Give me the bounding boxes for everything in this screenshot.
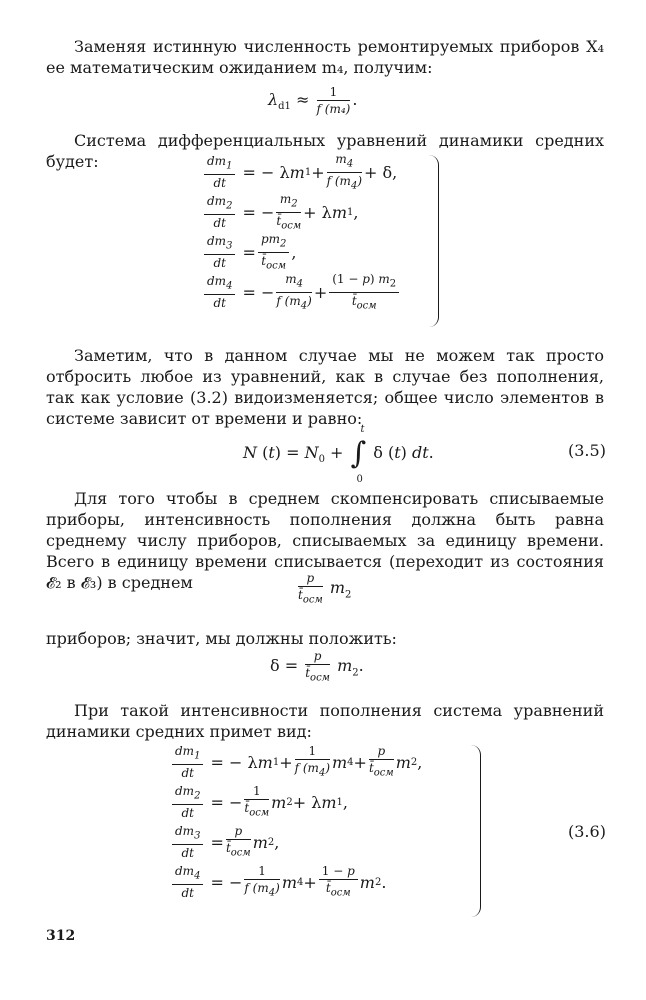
paragraph-1-text: Заменяя истинную численность ремонтируемых приборов X₄ ее математическим ожиданием m₄, получим:	[46, 37, 604, 77]
equation-lambda: $\lambda_{d1}$ ≈ $\frac{1}{\text{f (m₄)}}$ .	[268, 85, 358, 116]
paragraph-3-text: Заметим, что в данном случае мы не можем так просто отбросить любое из уравнений, как в случае без пополнения, так как условие (3.2) видоизменяется; общее число элементов в системе зависит от времени и равно:	[46, 346, 604, 428]
system-1-brace	[428, 155, 439, 327]
paragraph-6	[46, 700, 604, 742]
equation-3-6-number: (3.6)	[568, 822, 606, 841]
eq-lambda-fraction	[317, 86, 351, 115]
paragraph-2-text: Система дифференциальных уравнений динамики средних будет:	[46, 131, 604, 171]
eq-lambda-rel: ≈	[296, 90, 310, 109]
paragraph-1	[46, 36, 604, 78]
equation-3-5: N $(t) = N_0$ + ∫ t 0 δ (t) dt.	[243, 424, 434, 485]
system-2: $\frac{dm_1}{dt}$ = − λ m 1 + $\frac{1}{f (m_4)}$ m 4 + $\frac{p}{t̄_{осм}}$ m 2 , $\frac{dm_2}{dt}$ = − $\frac{1}{t̄_{осм}}$ m 2 + λ m 1 , $\frac{dm_3}{dt}$ = $\frac{p}{t̄_{осм}}$ m 2 , $\frac{dm_4}{dt}$ = − $\frac{1}{f (m_4)}$ m 4 + $\frac{1 - p}{t̄_{осм}}$ m 2 .	[170, 742, 422, 902]
paragraph-5	[46, 628, 604, 649]
eq-lambda-lhs: λ	[268, 90, 279, 109]
paragraph-5-text: приборов; значит, мы должны положить:	[46, 629, 397, 648]
equation-delta: δ = $\frac{p}{t̄_{осм}}$ $m_2$.	[270, 649, 364, 684]
eq-lambda-num: 1	[317, 86, 351, 101]
eq-lambda-den: f (m₄)	[316, 102, 351, 116]
paragraph-4-text: Для того чтобы в среднем скомпенсировать списываемые приборы, интенсивность пополнения должна быть равна среднему числу приборов, списываемых за единицу времени. Всего в единицу времени списывается (переходит из состояния 𝓔₂ в 𝓔₃) в среднем	[46, 489, 604, 592]
page-number: 312	[46, 928, 76, 944]
eq-lambda-lhs-sub: d1	[278, 101, 291, 113]
system-2-brace	[470, 745, 481, 917]
paragraph-3	[46, 345, 604, 429]
expression-p-over-t: $\frac{p}{t̄_{осм}}$ $m_2$	[298, 571, 352, 606]
equation-3-5-number: (3.5)	[568, 441, 606, 460]
system-1: $\frac{dm_1}{dt}$ = − λ m 1 + $\frac{m_4}{f (m_4)}$ + δ, $\frac{dm_2}{dt}$ = − $\frac{m_2}{t̄_{осм}}$ + λ m 1 , $\frac{dm_3}{dt}$ = $\frac{pm_2}{t̄_{осм}}$ , $\frac{dm_4}{dt}$ = − $\frac{m_4}{f (m_4)}$ + $\frac{(1 - p) m_2}{t̄_{осм}}$	[202, 152, 401, 312]
paragraph-6-text: При такой интенсивности пополнения система уравнений динамики средних примет вид:	[46, 701, 604, 741]
